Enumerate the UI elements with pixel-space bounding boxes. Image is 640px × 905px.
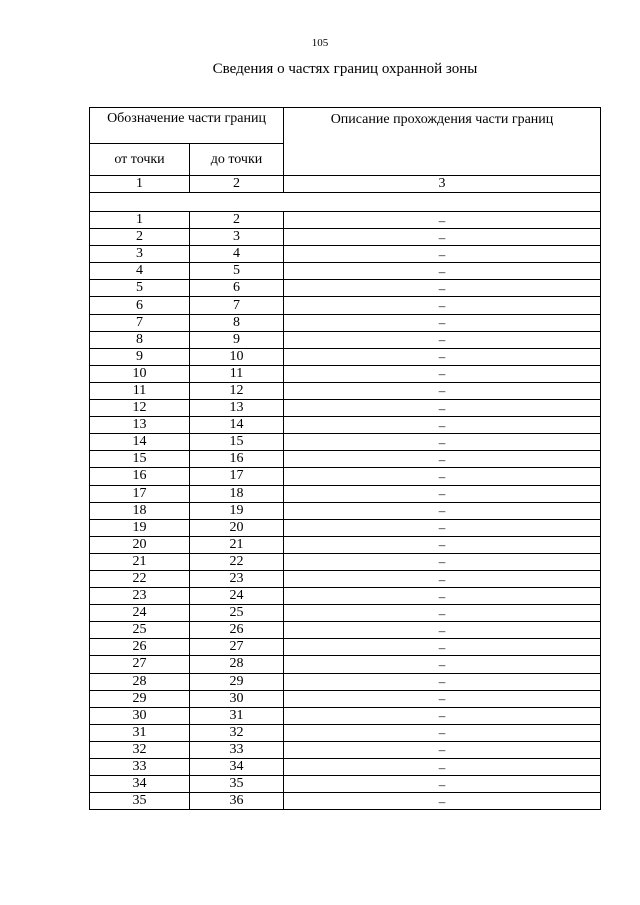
to-point-cell: 19 <box>190 502 284 519</box>
to-point-cell: 28 <box>190 656 284 673</box>
from-point-cell: 19 <box>90 519 190 536</box>
header-row <box>90 108 601 144</box>
to-point-cell: 3 <box>190 229 284 246</box>
to-point-cell: 14 <box>190 417 284 434</box>
description-cell: – <box>284 741 601 758</box>
to-point-cell: 16 <box>190 451 284 468</box>
table-row <box>90 639 601 656</box>
description-cell: – <box>284 348 601 365</box>
description-cell: – <box>284 246 601 263</box>
to-point-cell: 33 <box>190 741 284 758</box>
table-row <box>90 776 601 793</box>
table-row <box>90 759 601 776</box>
to-point-cell: 27 <box>190 639 284 656</box>
to-point-cell: 6 <box>190 280 284 297</box>
from-point-cell: 3 <box>90 246 190 263</box>
table-row <box>90 263 601 280</box>
description-cell: – <box>284 793 601 810</box>
from-point-cell: 30 <box>90 707 190 724</box>
to-point-cell: 9 <box>190 331 284 348</box>
to-point-cell: 24 <box>190 588 284 605</box>
to-point-cell: 20 <box>190 519 284 536</box>
description-cell: – <box>284 656 601 673</box>
from-point-cell: 11 <box>90 382 190 399</box>
table-body <box>90 108 601 810</box>
description-cell: – <box>284 502 601 519</box>
from-point-cell: 23 <box>90 588 190 605</box>
to-point-cell: 34 <box>190 759 284 776</box>
column-number-row <box>90 176 601 193</box>
to-point-cell: 36 <box>190 793 284 810</box>
table-row <box>90 793 601 810</box>
description-cell: – <box>284 588 601 605</box>
header-to-point: до точки <box>190 144 284 176</box>
table-row <box>90 588 601 605</box>
description-cell: – <box>284 553 601 570</box>
description-cell: – <box>284 605 601 622</box>
table-row <box>90 502 601 519</box>
column-number-1: 1 <box>90 176 190 193</box>
header-boundary-description: Описание прохождения части границ <box>284 108 601 176</box>
to-point-cell: 2 <box>190 212 284 229</box>
to-point-cell: 22 <box>190 553 284 570</box>
description-cell: – <box>284 673 601 690</box>
to-point-cell: 26 <box>190 622 284 639</box>
to-point-cell: 17 <box>190 468 284 485</box>
table-row <box>90 724 601 741</box>
to-point-cell: 18 <box>190 485 284 502</box>
to-point-cell: 4 <box>190 246 284 263</box>
table-row <box>90 707 601 724</box>
table-row <box>90 656 601 673</box>
from-point-cell: 22 <box>90 570 190 587</box>
from-point-cell: 15 <box>90 451 190 468</box>
description-cell: – <box>284 331 601 348</box>
description-cell: – <box>284 417 601 434</box>
from-point-cell: 24 <box>90 605 190 622</box>
from-point-cell: 32 <box>90 741 190 758</box>
table-row <box>90 246 601 263</box>
to-point-cell: 8 <box>190 314 284 331</box>
table-row <box>90 468 601 485</box>
from-point-cell: 9 <box>90 348 190 365</box>
description-cell: – <box>284 468 601 485</box>
column-number-3: 3 <box>284 176 601 193</box>
from-point-cell: 28 <box>90 673 190 690</box>
table-row <box>90 348 601 365</box>
header-from-point: от точки <box>90 144 190 176</box>
to-point-cell: 5 <box>190 263 284 280</box>
to-point-cell: 25 <box>190 605 284 622</box>
description-cell: – <box>284 690 601 707</box>
description-cell: – <box>284 382 601 399</box>
from-point-cell: 35 <box>90 793 190 810</box>
table-row <box>90 280 601 297</box>
table-row <box>90 212 601 229</box>
from-point-cell: 18 <box>90 502 190 519</box>
to-point-cell: 35 <box>190 776 284 793</box>
table-row <box>90 434 601 451</box>
from-point-cell: 14 <box>90 434 190 451</box>
to-point-cell: 12 <box>190 382 284 399</box>
from-point-cell: 16 <box>90 468 190 485</box>
table-row <box>90 314 601 331</box>
description-cell: – <box>284 229 601 246</box>
description-cell: – <box>284 451 601 468</box>
column-number-2: 2 <box>190 176 284 193</box>
table-row <box>90 365 601 382</box>
from-point-cell: 6 <box>90 297 190 314</box>
description-cell: – <box>284 280 601 297</box>
to-point-cell: 31 <box>190 707 284 724</box>
from-point-cell: 25 <box>90 622 190 639</box>
description-cell: – <box>284 622 601 639</box>
description-cell: – <box>284 707 601 724</box>
page-number: 105 <box>311 37 329 49</box>
from-point-cell: 12 <box>90 400 190 417</box>
to-point-cell: 32 <box>190 724 284 741</box>
table-row <box>90 297 601 314</box>
from-point-cell: 33 <box>90 759 190 776</box>
description-cell: – <box>284 400 601 417</box>
from-point-cell: 13 <box>90 417 190 434</box>
description-cell: – <box>284 212 601 229</box>
table-row <box>90 690 601 707</box>
table-row <box>90 417 601 434</box>
description-cell: – <box>284 519 601 536</box>
to-point-cell: 13 <box>190 400 284 417</box>
to-point-cell: 10 <box>190 348 284 365</box>
empty-separator-row <box>90 193 601 212</box>
to-point-cell: 11 <box>190 365 284 382</box>
from-point-cell: 20 <box>90 536 190 553</box>
from-point-cell: 21 <box>90 553 190 570</box>
table-row <box>90 485 601 502</box>
to-point-cell: 30 <box>190 690 284 707</box>
empty-cell <box>90 193 601 212</box>
description-cell: – <box>284 724 601 741</box>
document-title: Сведения о частях границ охранной зоны <box>212 61 478 77</box>
table-row <box>90 331 601 348</box>
from-point-cell: 29 <box>90 690 190 707</box>
table-row <box>90 382 601 399</box>
header-boundary-part-designation: Обозначение части границ <box>90 108 284 144</box>
table-row <box>90 519 601 536</box>
from-point-cell: 17 <box>90 485 190 502</box>
to-point-cell: 21 <box>190 536 284 553</box>
from-point-cell: 31 <box>90 724 190 741</box>
to-point-cell: 29 <box>190 673 284 690</box>
from-point-cell: 34 <box>90 776 190 793</box>
description-cell: – <box>284 570 601 587</box>
boundary-parts-table <box>89 107 601 810</box>
from-point-cell: 2 <box>90 229 190 246</box>
table-row <box>90 673 601 690</box>
table-row <box>90 536 601 553</box>
from-point-cell: 5 <box>90 280 190 297</box>
to-point-cell: 7 <box>190 297 284 314</box>
table-row <box>90 605 601 622</box>
description-cell: – <box>284 297 601 314</box>
from-point-cell: 26 <box>90 639 190 656</box>
description-cell: – <box>284 639 601 656</box>
description-cell: – <box>284 263 601 280</box>
table-row <box>90 622 601 639</box>
description-cell: – <box>284 776 601 793</box>
from-point-cell: 8 <box>90 331 190 348</box>
table-row <box>90 400 601 417</box>
table-row <box>90 570 601 587</box>
description-cell: – <box>284 759 601 776</box>
to-point-cell: 15 <box>190 434 284 451</box>
table-row <box>90 741 601 758</box>
description-cell: – <box>284 365 601 382</box>
from-point-cell: 7 <box>90 314 190 331</box>
description-cell: – <box>284 314 601 331</box>
description-cell: – <box>284 536 601 553</box>
description-cell: – <box>284 485 601 502</box>
table-row <box>90 451 601 468</box>
from-point-cell: 1 <box>90 212 190 229</box>
description-cell: – <box>284 434 601 451</box>
table-row <box>90 229 601 246</box>
table-row <box>90 553 601 570</box>
to-point-cell: 23 <box>190 570 284 587</box>
from-point-cell: 27 <box>90 656 190 673</box>
from-point-cell: 10 <box>90 365 190 382</box>
from-point-cell: 4 <box>90 263 190 280</box>
